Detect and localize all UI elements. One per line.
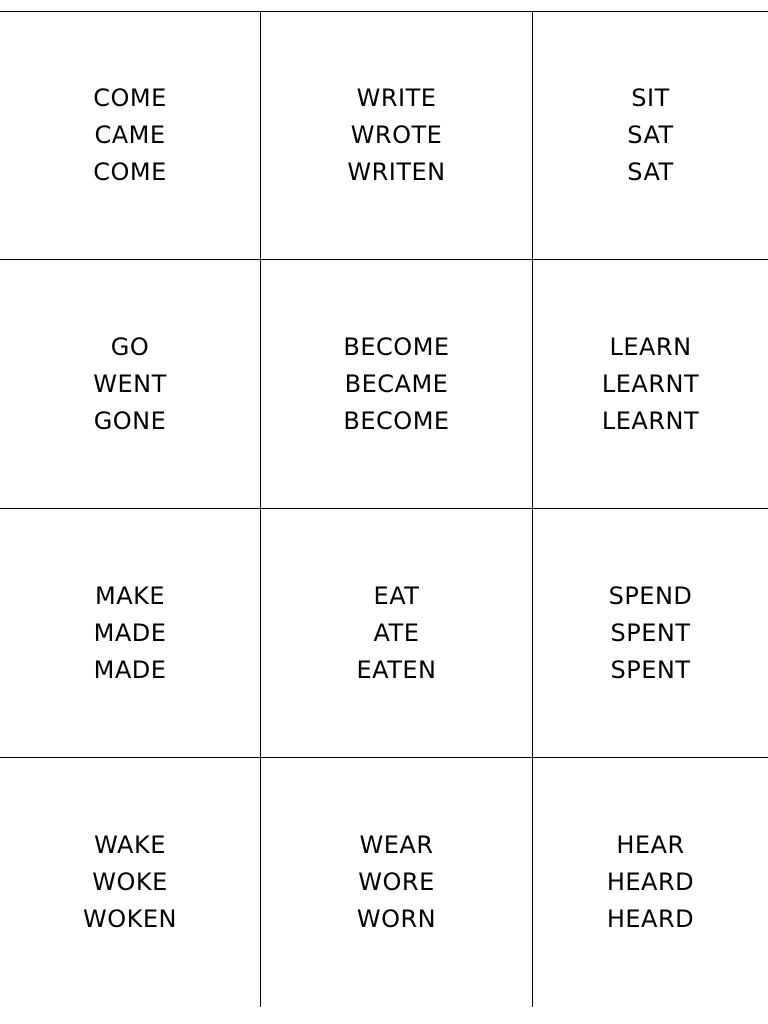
base-form: HEAR (616, 831, 685, 859)
base-form: WEAR (359, 831, 434, 859)
verb-card (261, 509, 533, 758)
past-participle: EATEN (356, 655, 437, 684)
past-participle: HEARD (606, 905, 695, 933)
past-participle: GONE (93, 406, 167, 435)
base-form: LEARN (609, 332, 692, 361)
past-simple: SAT (627, 121, 674, 149)
verb-card-grid (0, 11, 768, 1006)
past-simple: WOKE (92, 868, 168, 896)
base-form: COME (93, 84, 167, 112)
past-participle: WORN (356, 905, 437, 933)
past-participle: MADE (93, 655, 167, 684)
past-simple: SPENT (610, 618, 691, 647)
verb-card (261, 12, 533, 260)
verb-card (533, 12, 768, 260)
past-simple: LEARNT (601, 369, 700, 398)
base-form: MAKE (94, 581, 166, 610)
past-simple: WORE (358, 868, 435, 896)
base-form: EAT (373, 581, 420, 610)
base-form: SIT (631, 84, 670, 112)
base-form: BECOME (343, 332, 450, 361)
past-simple: BECAME (344, 369, 449, 398)
base-form: WRITE (356, 84, 437, 112)
past-simple: CAME (94, 121, 166, 149)
past-participle: BECOME (343, 406, 450, 435)
verb-card (0, 260, 261, 509)
base-form: SPEND (608, 581, 693, 610)
past-participle: SPENT (610, 655, 691, 684)
verb-card (0, 509, 261, 758)
past-simple: HEARD (606, 868, 695, 896)
past-participle: LEARNT (601, 406, 700, 435)
verb-card (0, 758, 261, 1007)
past-simple: WROTE (350, 121, 443, 149)
base-form: GO (110, 332, 150, 361)
past-participle: COME (93, 158, 167, 186)
past-participle: WRITEN (347, 158, 446, 186)
past-participle: WOKEN (83, 905, 177, 933)
past-simple: ATE (373, 618, 420, 647)
past-participle: SAT (627, 158, 674, 186)
verb-card (261, 260, 533, 509)
past-simple: MADE (93, 618, 167, 647)
base-form: WAKE (94, 831, 166, 859)
verb-card (261, 758, 533, 1007)
verb-card (533, 509, 768, 758)
verb-card (533, 758, 768, 1007)
past-simple: WENT (93, 369, 167, 398)
verb-card (0, 12, 261, 260)
verb-card (533, 260, 768, 509)
